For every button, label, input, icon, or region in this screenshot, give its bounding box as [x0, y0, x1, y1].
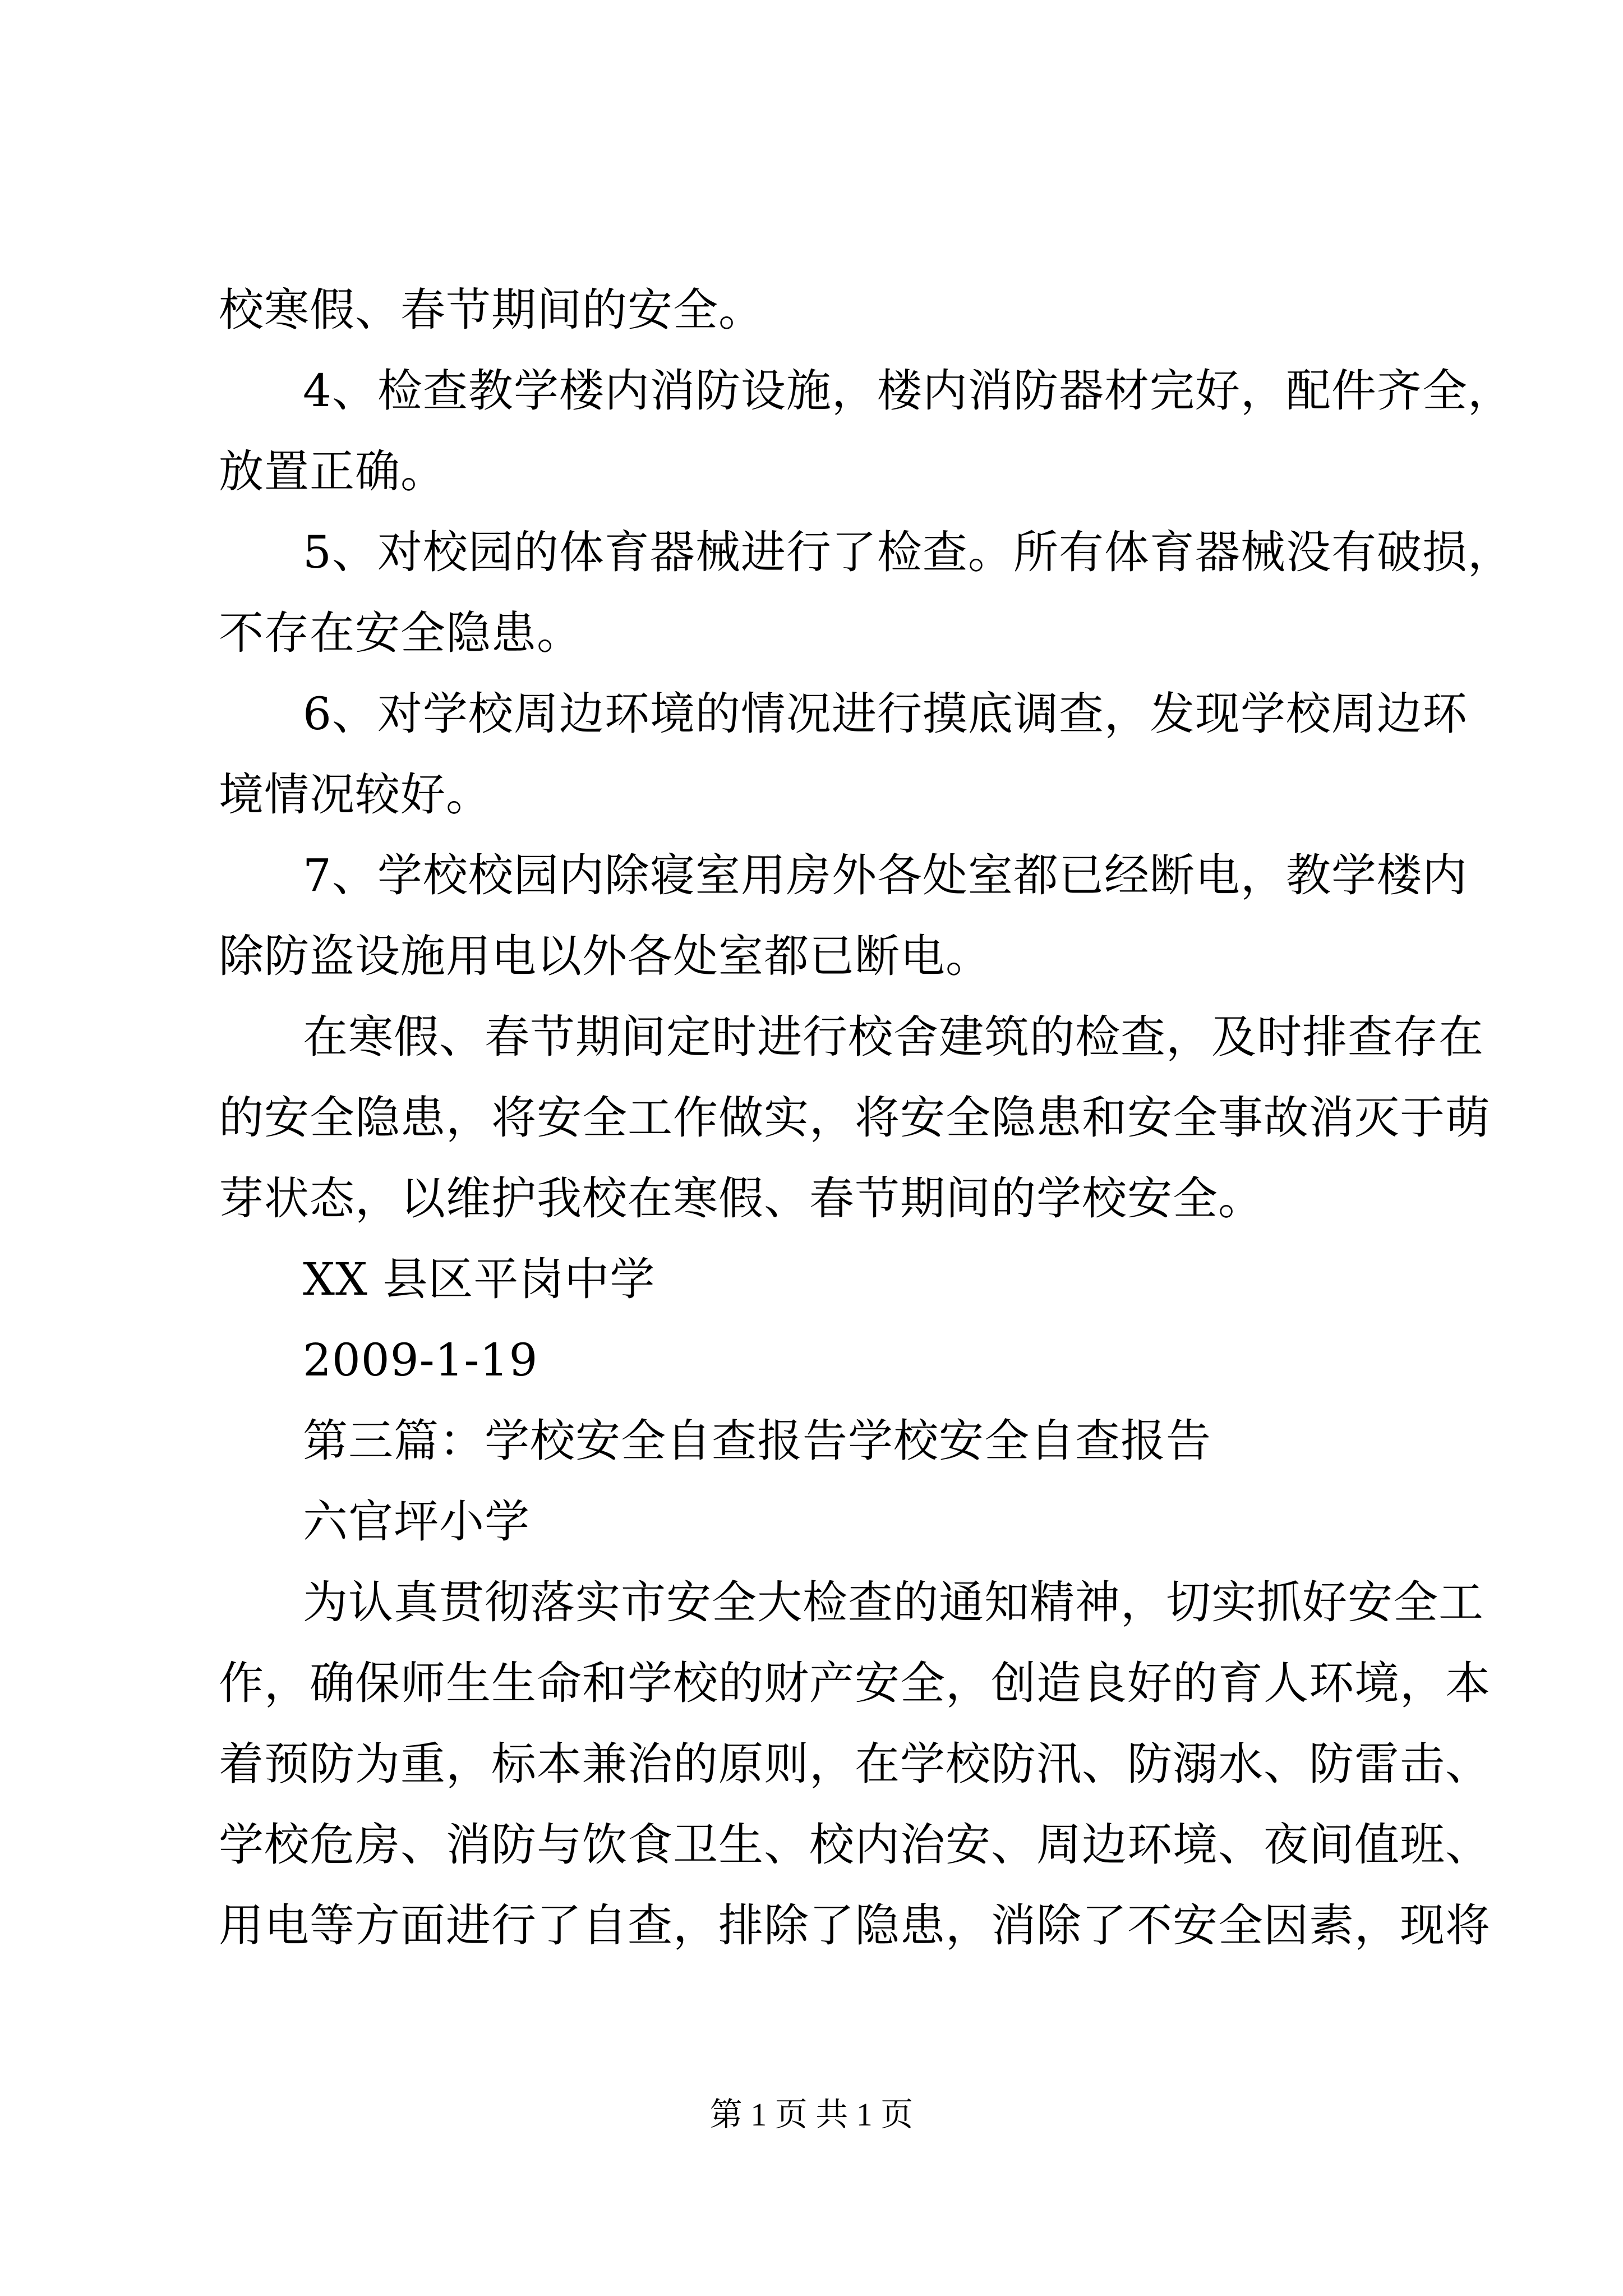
text-line: 用电等方面进行了自查，排除了隐患，消除了不安全因素，现将 [219, 1899, 1491, 1952]
text-line: 的安全隐患，将安全工作做实，将安全隐患和安全事故消灭于萌 [219, 1092, 1491, 1144]
text-line: 作，确保师生生命和学校的财产安全，创造良好的育人环境，本 [219, 1657, 1491, 1709]
text-line: 校寒假、春节期间的安全。 [219, 284, 764, 336]
school-name: 六官坪小学 [303, 1496, 530, 1548]
section-title: 第三篇：学校安全自查报告学校安全自查报告 [303, 1415, 1211, 1467]
text-line: 芽状态，以维护我校在寒假、春节期间的学校安全。 [219, 1172, 1264, 1225]
text-line: 6、对学校周边环境的情况进行摸底调查，发现学校周边环 [303, 688, 1468, 740]
text-line: 境情况较好。 [219, 769, 491, 821]
text-line: 除防盗设施用电以外各处室都已断电。 [219, 930, 991, 982]
text-line: 4、检查教学楼内消防设施，楼内消防器材完好，配件齐全， [303, 365, 1513, 417]
text-line: 5、对校园的体育器械进行了检查。所有体育器械没有破损， [303, 526, 1513, 578]
text-line: 着预防为重，标本兼治的原则，在学校防汛、防溺水、防雷击、 [219, 1738, 1491, 1790]
text-line: 学校危房、消防与饮食卫生、校内治安、周边环境、夜间值班、 [219, 1819, 1491, 1871]
text-line: 不存在安全隐患。 [219, 607, 582, 659]
text-line: 7、学校校园内除寝室用房外各处室都已经断电，教学楼内 [303, 849, 1468, 901]
page-number-footer: 第 1 页 共 1 页 [709, 2096, 914, 2133]
text-line: 为认真贯彻落实市安全大检查的通知精神，切实抓好安全工 [303, 1576, 1484, 1628]
signature-date: 2009-1-19 [303, 1334, 538, 1386]
signature-org: XX 县区平岗中学 [303, 1253, 656, 1305]
text-line: 放置正确。 [219, 445, 446, 498]
text-line: 在寒假、春节期间定时进行校舍建筑的检查，及时排查存在 [303, 1011, 1484, 1063]
